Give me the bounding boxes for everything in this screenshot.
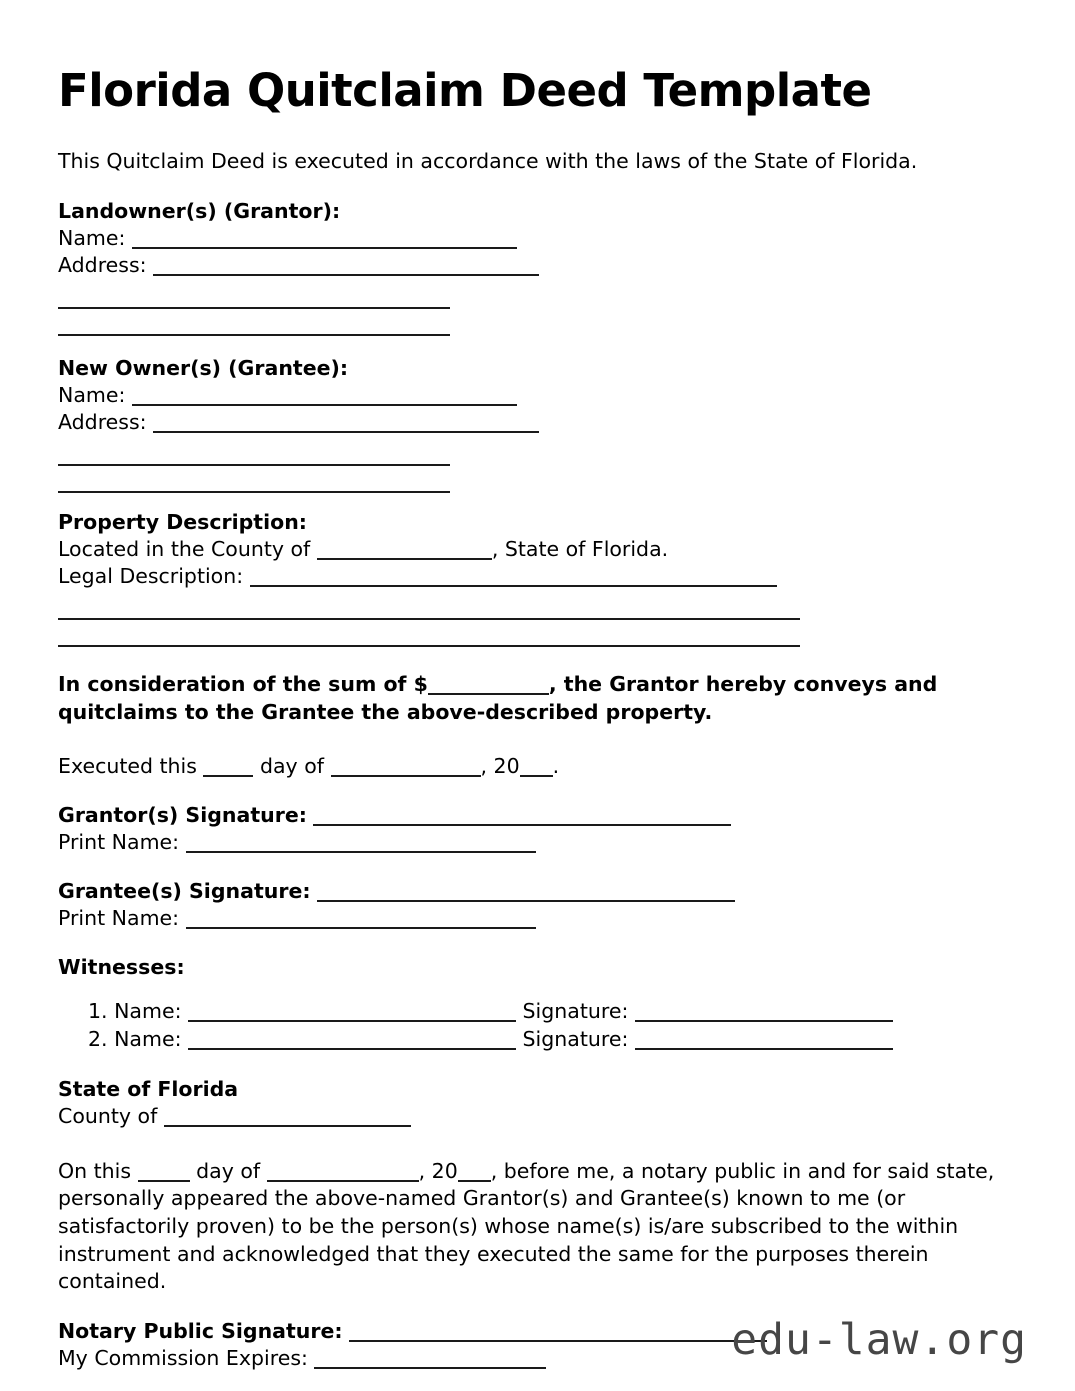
property-section <box>58 509 1017 644</box>
executed-part-1: Executed this <box>58 753 197 778</box>
property-legal-row-3 <box>58 617 1017 644</box>
witness-1-signature-label: Signature: <box>522 999 629 1024</box>
grantee-name-blank[interactable] <box>132 404 517 406</box>
witness-2-signature-label: Signature: <box>522 1026 629 1051</box>
grantee-signature-section <box>58 878 1017 932</box>
list-item <box>88 998 1017 1026</box>
grantee-address-row <box>58 409 1017 436</box>
grantor-signature-row <box>58 802 1017 829</box>
grantee-address-blank[interactable] <box>153 431 539 433</box>
property-legal-row <box>58 563 1017 590</box>
property-legal-blank-3[interactable] <box>58 645 800 647</box>
notary-county-row <box>58 1103 1017 1130</box>
consideration-amount-blank[interactable] <box>428 693 549 695</box>
notary-month-blank[interactable] <box>267 1180 419 1182</box>
property-county-prefix: Located in the County of <box>58 537 311 562</box>
notary-para-part-4: , before me, a notary public in and for said state, personally appeared the above-named Grantor(s) and Grantee(s) known to me (or satisfactorily proven) to be the person(s) whose name(s) is/are subscribed to the within instrument and acknowledged that they executed the same for the purposes therein contained. <box>58 1158 995 1294</box>
grantor-address-row <box>58 252 1017 279</box>
grantor-address-row-2 <box>58 279 1017 306</box>
grantee-address-label: Address: <box>58 410 147 435</box>
property-county-row <box>58 536 1017 563</box>
grantee-section <box>58 355 1017 490</box>
witness-2-name-blank[interactable] <box>188 1048 516 1050</box>
grantee-print-row <box>58 905 1017 932</box>
executed-date-row <box>58 753 1017 780</box>
grantee-signature-label: Grantee(s) Signature: <box>58 879 311 904</box>
executed-part-3: , 20 <box>480 753 520 778</box>
consideration-text-after: , the Grantor hereby conveys and quitclaims to the Grantee the above-described property. <box>58 672 938 724</box>
witnesses-heading: Witnesses: <box>58 955 185 980</box>
grantor-signature-blank[interactable] <box>313 824 731 826</box>
notary-county-label: County of <box>58 1103 158 1128</box>
witness-1-name-label: Name: <box>114 999 182 1024</box>
property-legal-row-2 <box>58 590 1017 617</box>
property-legal-blank[interactable] <box>250 585 777 587</box>
notary-para-part-3: , 20 <box>418 1158 458 1183</box>
list-item <box>88 1026 1017 1054</box>
property-county-suffix: , State of Florida. <box>491 537 669 562</box>
notary-commission-label: My Commission Expires: <box>58 1346 308 1371</box>
grantor-print-row <box>58 829 1017 856</box>
grantor-address-blank-3[interactable] <box>58 334 450 336</box>
notary-signature-label: Notary Public Signature: <box>58 1319 343 1344</box>
notary-para-part-2: day of <box>196 1158 261 1183</box>
executed-part-2: day of <box>259 753 324 778</box>
executed-month-blank[interactable] <box>331 775 481 777</box>
notary-signature-blank[interactable] <box>349 1340 767 1342</box>
witness-list <box>58 998 1017 1053</box>
grantee-heading: New Owner(s) (Grantee): <box>58 356 349 381</box>
grantor-address-blank[interactable] <box>153 274 539 276</box>
property-county-blank[interactable] <box>317 558 492 560</box>
grantee-name-label: Name: <box>58 383 126 408</box>
grantor-section <box>58 198 1017 333</box>
grantor-print-blank[interactable] <box>186 851 536 853</box>
grantor-heading: Landowner(s) (Grantor): <box>58 199 341 224</box>
grantee-name-row <box>58 382 1017 409</box>
witness-2-signature-blank[interactable] <box>635 1048 893 1050</box>
grantee-address-blank-3[interactable] <box>58 491 450 493</box>
witnesses-section <box>58 954 1017 1053</box>
witness-2-name-label: Name: <box>114 1026 182 1051</box>
consideration-paragraph <box>58 671 988 726</box>
grantee-print-label: Print Name: <box>58 906 180 931</box>
witness-1-number: 1. <box>88 999 108 1024</box>
notary-section <box>58 1076 1017 1130</box>
grantor-address-row-3 <box>58 306 1017 333</box>
grantor-print-label: Print Name: <box>58 830 180 855</box>
witness-1-signature-blank[interactable] <box>635 1020 893 1022</box>
notary-day-blank[interactable] <box>138 1180 190 1182</box>
executed-part-4: . <box>552 753 560 778</box>
grantee-signature-row <box>58 878 1017 905</box>
page-title: Florida Quitclaim Deed Template <box>58 64 872 117</box>
notary-year-blank[interactable] <box>458 1180 491 1182</box>
notary-state-heading: State of Florida <box>58 1076 239 1101</box>
notary-acknowledgement-paragraph <box>58 1158 1013 1296</box>
executed-year-blank[interactable] <box>520 775 553 777</box>
executed-day-blank[interactable] <box>203 775 253 777</box>
witness-2-number: 2. <box>88 1026 108 1051</box>
grantor-signature-section <box>58 802 1017 856</box>
consideration-text-before: In consideration of the sum of $ <box>58 672 428 697</box>
grantee-address-row-2 <box>58 436 1017 463</box>
witness-1-name-blank[interactable] <box>188 1020 516 1022</box>
notary-county-blank[interactable] <box>164 1125 411 1127</box>
grantee-address-row-3 <box>58 463 1017 490</box>
grantee-signature-blank[interactable] <box>317 900 735 902</box>
grantor-name-blank[interactable] <box>132 247 517 249</box>
site-watermark: edu-law.org <box>731 1315 1027 1365</box>
grantor-signature-label: Grantor(s) Signature: <box>58 803 307 828</box>
property-heading: Property Description: <box>58 510 307 535</box>
grantee-print-blank[interactable] <box>186 927 536 929</box>
grantor-name-label: Name: <box>58 226 126 251</box>
grantor-name-row <box>58 225 1017 252</box>
property-legal-label: Legal Description: <box>58 564 244 589</box>
notary-para-part-1: On this <box>58 1158 132 1183</box>
intro-paragraph: This Quitclaim Deed is executed in accordance with the laws of the State of Florida. <box>58 149 918 174</box>
grantor-address-label: Address: <box>58 253 147 278</box>
notary-commission-blank[interactable] <box>314 1367 546 1369</box>
